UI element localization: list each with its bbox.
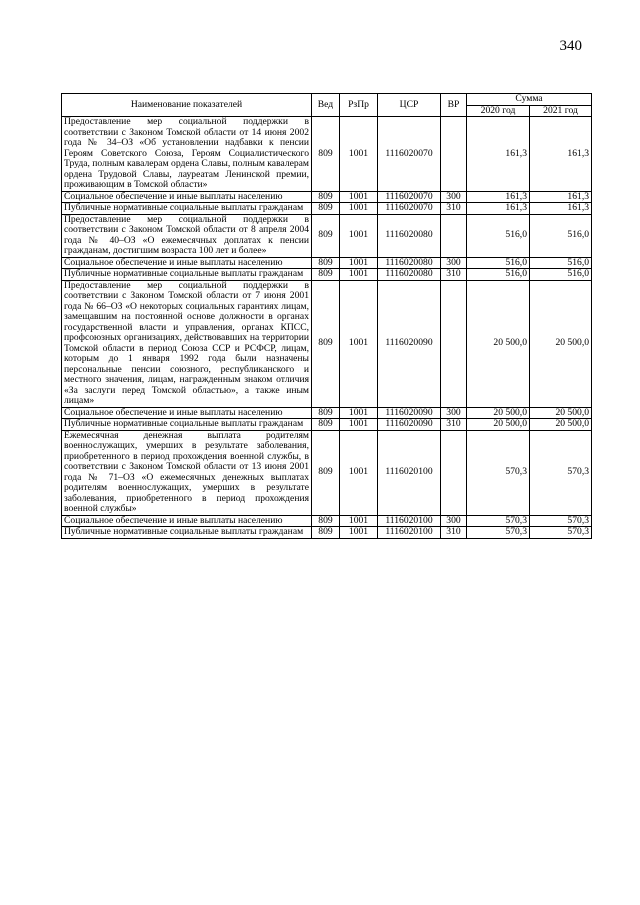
header-2020: 2020 год — [467, 105, 530, 117]
row-2021: 570,3 — [530, 430, 592, 515]
row-rzpr: 1001 — [340, 191, 378, 203]
table-row — [62, 191, 592, 203]
row-rzpr: 1001 — [340, 280, 378, 407]
row-name: Предоставление мер социальной поддержки в соответствии с Законом Томской области от 7 июня 2001 года № 66–ОЗ «О некоторых социальных гарантиях лицам, замещавшим на постоянной основе должности в органах государственной власти и управления, органах КПСС, профсоюзных организациях, действовавших на территории Томской области в период Союза ССР и РСФСР, лицам, которым до 1 января 1992 года были назначены персональные пенсии союзного, республиканского и местного значения, лицам, награжденным знаком отличия «За заслуги перед Томской областью», а также иным лицам» — [62, 280, 312, 407]
row-vr: 310 — [441, 269, 467, 281]
row-rzpr: 1001 — [340, 214, 378, 257]
row-name: Социальное обеспечение и иные выплаты населению — [62, 191, 312, 203]
row-csr: 1116020070 — [378, 191, 441, 203]
row-vr: 310 — [441, 203, 467, 215]
row-name: Социальное обеспечение и иные выплаты населению — [62, 407, 312, 419]
row-2020: 161,3 — [467, 191, 530, 203]
row-vr — [441, 214, 467, 257]
row-ved: 809 — [312, 269, 340, 281]
row-csr: 1116020090 — [378, 407, 441, 419]
row-name: Публичные нормативные социальные выплаты гражданам — [62, 203, 312, 215]
row-name: Публичные нормативные социальные выплаты гражданам — [62, 269, 312, 281]
row-ved: 809 — [312, 419, 340, 431]
row-csr: 1116020100 — [378, 527, 441, 539]
row-rzpr: 1001 — [340, 269, 378, 281]
row-vr: 300 — [441, 407, 467, 419]
table-row — [62, 257, 592, 269]
table-row — [62, 515, 592, 527]
table-row — [62, 430, 592, 515]
row-vr — [441, 280, 467, 407]
row-name: Предоставление мер социальной поддержки в соответствии с Законом Томской области от 14 июня 2002 года № 34–ОЗ «Об установлении надбавки к пенсии Героям Советского Союза, Героям Социалистического Труда, полным кавалерам ордена Славы, полным кавалерам ордена Трудовой Славы, лауреатам Ленинской премии, проживающим в Томской области» — [62, 117, 312, 192]
row-2021: 570,3 — [530, 515, 592, 527]
row-2020: 161,3 — [467, 117, 530, 192]
row-vr: 300 — [441, 515, 467, 527]
header-csr: ЦСР — [378, 94, 441, 117]
row-vr: 300 — [441, 257, 467, 269]
table-row — [62, 527, 592, 539]
row-2021: 20 500,0 — [530, 419, 592, 431]
row-vr: 310 — [441, 419, 467, 431]
header-sum: Сумма — [467, 94, 592, 106]
row-ved: 809 — [312, 515, 340, 527]
row-name: Предоставление мер социальной поддержки в соответствии с Законом Томской области от 8 апреля 2004 года № 40–ОЗ «О ежемесячных доплатах к пенсии гражданам, достигшим возраста 100 лет и более» — [62, 214, 312, 257]
page-number: 340 — [559, 38, 582, 54]
row-2020: 161,3 — [467, 203, 530, 215]
row-2020: 516,0 — [467, 257, 530, 269]
row-2021: 161,3 — [530, 203, 592, 215]
table-row — [62, 203, 592, 215]
row-csr: 1116020080 — [378, 269, 441, 281]
row-2020: 570,3 — [467, 515, 530, 527]
row-ved: 809 — [312, 280, 340, 407]
row-ved: 809 — [312, 527, 340, 539]
row-ved: 809 — [312, 430, 340, 515]
row-name: Публичные нормативные социальные выплаты гражданам — [62, 527, 312, 539]
row-rzpr: 1001 — [340, 515, 378, 527]
row-ved: 809 — [312, 257, 340, 269]
row-rzpr: 1001 — [340, 527, 378, 539]
header-ved: Вед — [312, 94, 340, 117]
row-vr — [441, 430, 467, 515]
row-rzpr: 1001 — [340, 407, 378, 419]
row-rzpr: 1001 — [340, 117, 378, 192]
row-csr: 1116020080 — [378, 257, 441, 269]
table-row — [62, 407, 592, 419]
row-csr: 1116020100 — [378, 430, 441, 515]
table-row — [62, 280, 592, 407]
row-2020: 20 500,0 — [467, 419, 530, 431]
row-csr: 1116020090 — [378, 280, 441, 407]
table-row — [62, 419, 592, 431]
row-name: Публичные нормативные социальные выплаты гражданам — [62, 419, 312, 431]
row-csr: 1116020090 — [378, 419, 441, 431]
row-csr: 1116020080 — [378, 214, 441, 257]
row-vr: 310 — [441, 527, 467, 539]
row-name: Социальное обеспечение и иные выплаты населению — [62, 257, 312, 269]
row-2020: 516,0 — [467, 214, 530, 257]
row-rzpr: 1001 — [340, 203, 378, 215]
row-rzpr: 1001 — [340, 430, 378, 515]
row-2021: 161,3 — [530, 117, 592, 192]
row-rzpr: 1001 — [340, 419, 378, 431]
row-csr: 1116020070 — [378, 117, 441, 192]
table-row — [62, 269, 592, 281]
row-rzpr: 1001 — [340, 257, 378, 269]
table-header — [62, 94, 592, 117]
row-ved: 809 — [312, 203, 340, 215]
row-2021: 516,0 — [530, 269, 592, 281]
row-csr: 1116020100 — [378, 515, 441, 527]
header-vr: ВР — [441, 94, 467, 117]
row-ved: 809 — [312, 407, 340, 419]
row-2021: 20 500,0 — [530, 280, 592, 407]
row-2021: 516,0 — [530, 214, 592, 257]
row-2020: 570,3 — [467, 430, 530, 515]
row-vr — [441, 117, 467, 192]
header-2021: 2021 год — [530, 105, 592, 117]
row-ved: 809 — [312, 117, 340, 192]
row-ved: 809 — [312, 214, 340, 257]
row-2020: 516,0 — [467, 269, 530, 281]
budget-table — [61, 93, 592, 539]
row-2021: 570,3 — [530, 527, 592, 539]
table-row — [62, 117, 592, 192]
row-2020: 570,3 — [467, 527, 530, 539]
row-name: Социальное обеспечение и иные выплаты населению — [62, 515, 312, 527]
row-vr: 300 — [441, 191, 467, 203]
table-row — [62, 214, 592, 257]
row-2020: 20 500,0 — [467, 280, 530, 407]
row-2021: 20 500,0 — [530, 407, 592, 419]
row-name: Ежемесячная денежная выплата родителям военнослужащих, умерших в результате заболевания, приобретенного в период прохождения военной службы, в соответствии с Законом Томской области от 13 июня 2001 года № 71–ОЗ «О ежемесячных денежных выплатах родителям военнослужащих, умерших в результате заболевания, приобретенного в период прохождения военной службы» — [62, 430, 312, 515]
row-ved: 809 — [312, 191, 340, 203]
header-rzpr: РзПр — [340, 94, 378, 117]
row-2021: 516,0 — [530, 257, 592, 269]
row-csr: 1116020070 — [378, 203, 441, 215]
header-name: Наименование показателей — [62, 94, 312, 117]
row-2021: 161,3 — [530, 191, 592, 203]
row-2020: 20 500,0 — [467, 407, 530, 419]
